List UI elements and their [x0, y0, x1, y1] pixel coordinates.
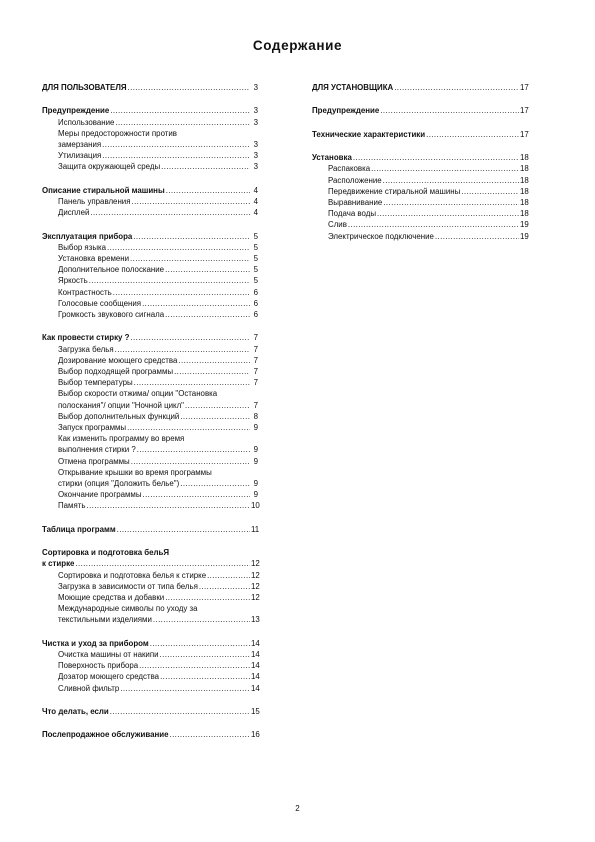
toc-entry[interactable]	[42, 366, 258, 377]
toc-page-number: 3	[253, 140, 258, 149]
dot-leader	[102, 139, 250, 150]
dot-leader	[127, 422, 250, 433]
toc-entry-title: Расположение	[328, 175, 382, 185]
dot-leader	[394, 82, 519, 93]
toc-entry[interactable]	[42, 355, 258, 366]
toc-column-user	[42, 82, 258, 753]
toc-page-number: 14	[251, 650, 260, 660]
toc-entry[interactable]	[42, 150, 258, 161]
toc-entry[interactable]	[42, 196, 258, 207]
dot-leader	[353, 152, 519, 163]
dot-leader	[160, 671, 250, 682]
toc-entry[interactable]	[42, 411, 258, 422]
dot-leader	[132, 196, 251, 207]
toc-entry-title: Контрастность	[58, 287, 112, 297]
toc-entry-line: Как изменить программу во время	[58, 434, 185, 444]
toc-page-number: 6	[253, 298, 258, 308]
toc-page-number: 3	[253, 83, 258, 92]
toc-section	[42, 524, 258, 535]
toc-page-number: 5	[253, 254, 258, 263]
toc-section	[42, 105, 258, 172]
toc-page-number: 17	[520, 129, 529, 139]
toc-entry[interactable]	[42, 298, 258, 309]
toc-entry-title: ДЛЯ ПОЛЬЗОВАТЕЛЯ	[42, 83, 127, 92]
toc-page-number: 18	[520, 164, 529, 174]
toc-section	[42, 547, 258, 625]
toc-entry[interactable]	[42, 242, 258, 253]
toc-page-number: 19	[520, 220, 529, 230]
toc-entry-title: Голосовые сообщения	[58, 298, 142, 308]
page-title: Содержание	[252, 38, 343, 53]
toc-heading[interactable]	[42, 706, 258, 717]
page-number: 2	[295, 804, 300, 813]
toc-entry-title: Технические характеристики	[312, 129, 426, 139]
toc-section	[42, 82, 258, 93]
dot-leader	[117, 524, 250, 535]
toc-heading[interactable]	[312, 82, 527, 93]
toc-heading[interactable]	[42, 729, 258, 740]
toc-entry-title: Выбор дополнительных функций	[58, 411, 180, 421]
toc-entry-title: Выравнивание	[328, 197, 383, 207]
toc-entry-title: Выбор температуры	[58, 378, 133, 388]
dot-leader	[110, 105, 250, 116]
dot-leader	[185, 400, 250, 411]
toc-page-number: 4	[253, 185, 258, 195]
toc-entry[interactable]	[42, 422, 258, 433]
toc-entry-title: Моющие средства и добавки	[58, 593, 165, 603]
toc-entry-line: Открывание крышки во время программы	[58, 467, 212, 477]
toc-entry[interactable]	[42, 500, 258, 511]
dot-leader	[102, 150, 250, 161]
dot-leader	[174, 366, 250, 377]
toc-heading[interactable]	[42, 105, 258, 116]
toc-page-number: 7	[253, 378, 258, 388]
toc-entry-title: Таблица программ	[42, 524, 116, 534]
toc-entry[interactable]	[42, 660, 258, 671]
toc-entry[interactable]	[42, 592, 258, 603]
toc-section	[312, 152, 527, 242]
toc-page-number: 11	[251, 524, 260, 534]
toc-section	[42, 638, 258, 694]
toc-page-number: 4	[253, 197, 258, 206]
toc-entry-title: ДЛЯ УСТАНОВЩИКА	[312, 83, 394, 92]
toc-heading[interactable]	[42, 185, 258, 196]
toc-entry-title: текстильными изделиями	[58, 615, 152, 625]
toc-entry-title: Отмена программы	[58, 456, 130, 466]
toc-heading[interactable]	[42, 524, 258, 535]
toc-page-number: 19	[520, 231, 529, 241]
dot-leader	[207, 570, 250, 581]
toc-entry[interactable]	[312, 231, 527, 242]
toc-section	[42, 185, 258, 219]
toc-page-number: 12	[251, 559, 260, 569]
dot-leader	[166, 185, 250, 196]
toc-entry-title: полоскания"/ опции "Ночной цикл"	[58, 400, 184, 410]
toc-entry[interactable]	[42, 683, 258, 694]
toc-page-number: 9	[253, 423, 258, 433]
toc-entry-title: Утилизация	[58, 151, 102, 161]
toc-entry-title: Чистка и уход за прибором	[42, 638, 149, 648]
dot-leader	[178, 355, 250, 366]
toc-section	[42, 706, 258, 717]
toc-entry[interactable]	[312, 197, 527, 208]
toc-entry-title: Сортировка и подготовка белья к стирке	[58, 570, 207, 580]
dot-leader	[165, 309, 250, 320]
toc-column-installer	[312, 82, 527, 254]
dot-leader	[115, 344, 250, 355]
dot-leader	[160, 649, 250, 660]
toc-entry-title: Предупреждение	[312, 106, 380, 116]
toc-section	[312, 82, 527, 93]
toc-entry[interactable]	[42, 581, 258, 592]
dot-leader	[383, 175, 519, 186]
toc-heading[interactable]	[312, 152, 527, 163]
toc-entry-title: Подача воды	[328, 209, 376, 219]
toc-entry-title: Панель управления	[58, 197, 131, 206]
toc-page-number: 4	[253, 208, 258, 218]
toc-page-number: 9	[253, 456, 258, 466]
dot-leader	[133, 231, 250, 242]
toc-page-number: 3	[253, 106, 258, 116]
toc-page-number: 18	[520, 153, 529, 163]
toc-entry[interactable]	[42, 444, 258, 455]
toc-page-number: 18	[520, 197, 529, 207]
toc-heading[interactable]	[312, 105, 527, 116]
toc-page-number: 18	[520, 186, 529, 196]
dot-leader	[161, 161, 250, 172]
toc-entry[interactable]	[42, 344, 258, 355]
dot-leader	[377, 208, 519, 219]
toc-section	[312, 105, 527, 116]
toc-page-number: 8	[253, 411, 258, 421]
toc-page-number: 9	[253, 490, 258, 500]
toc-entry-title: Дозатор моющего средства	[58, 672, 160, 682]
dot-leader	[435, 231, 519, 242]
toc-entry[interactable]	[42, 671, 258, 682]
toc-entry-title: Выбор языка	[58, 242, 106, 252]
toc-entry[interactable]	[42, 489, 258, 500]
toc-entry-title: Память	[58, 501, 86, 511]
toc-entry[interactable]	[42, 253, 258, 264]
dot-leader	[150, 638, 250, 649]
dot-leader	[75, 558, 250, 569]
toc-page-number: 6	[253, 310, 258, 320]
toc-page-number: 17	[520, 83, 529, 92]
toc-entry[interactable]	[42, 400, 258, 411]
toc-page-number: 5	[253, 231, 258, 241]
dot-leader	[180, 478, 250, 489]
dot-leader	[380, 105, 519, 116]
toc-page-number: 12	[251, 593, 260, 603]
toc-section	[42, 332, 258, 511]
toc-entry-title: Выбор подходящей программы	[58, 367, 174, 377]
toc-page-number: 14	[251, 661, 260, 671]
dot-leader	[89, 275, 250, 286]
dot-leader	[165, 264, 250, 275]
toc-page-number: 10	[251, 501, 260, 511]
toc-entry-title: Установка времени	[58, 254, 130, 263]
toc-entry-title: замерзания	[58, 140, 102, 149]
toc-entry-title: Запуск программы	[58, 423, 127, 433]
dot-leader	[348, 219, 519, 230]
toc-entry[interactable]	[312, 186, 527, 197]
toc-entry[interactable]	[42, 287, 258, 298]
toc-page-number: 13	[251, 615, 260, 625]
toc-heading-line: Сортировка и подготовка бельЯ	[42, 548, 170, 558]
toc-entry-title: Как провести стирку ?	[42, 333, 130, 343]
toc-page-number: 18	[520, 175, 529, 185]
toc-entry-title: к стирке	[42, 559, 75, 569]
toc-page-number: 5	[253, 265, 258, 275]
toc-entry[interactable]	[42, 456, 258, 467]
toc-entry[interactable]	[42, 478, 258, 489]
toc-entry[interactable]	[42, 161, 258, 172]
toc-page-number: 6	[253, 287, 258, 297]
toc-page-number: 9	[253, 445, 258, 455]
toc-page-number: 7	[253, 344, 258, 354]
toc-heading[interactable]	[42, 638, 258, 649]
dot-leader	[180, 411, 250, 422]
toc-entry-title: выполнения стирки ?	[58, 445, 136, 455]
toc-heading[interactable]	[42, 332, 258, 343]
toc-entry-title: Послепродажное обслуживание	[42, 730, 169, 740]
toc-heading[interactable]	[42, 558, 258, 569]
dot-leader	[371, 163, 519, 174]
toc-entry[interactable]	[42, 570, 258, 581]
dot-leader	[153, 614, 250, 625]
toc-page-number: 18	[520, 209, 529, 219]
toc-page-number: 7	[253, 367, 258, 377]
toc-entry-title: Поверхность прибора	[58, 661, 139, 671]
dot-leader	[107, 242, 250, 253]
toc-page-number: 12	[251, 581, 260, 591]
dot-leader	[199, 581, 250, 592]
dot-leader	[383, 197, 519, 208]
dot-leader	[128, 82, 250, 93]
dot-leader	[134, 377, 250, 388]
toc-page-number: 5	[253, 242, 258, 252]
toc-page-number: 3	[253, 151, 258, 161]
toc-entry-title: Яркость	[58, 276, 88, 286]
toc-page-number: 14	[251, 672, 260, 682]
toc-entry[interactable]	[42, 649, 258, 660]
dot-leader	[110, 706, 250, 717]
toc-entry[interactable]	[312, 219, 527, 230]
toc-page-number: 3	[253, 162, 258, 172]
toc-entry-title: Электрическое подключение	[328, 231, 434, 241]
toc-entry-title: Описание стиральной машины	[42, 185, 165, 195]
toc-page-number: 16	[251, 730, 260, 740]
dot-leader	[120, 683, 250, 694]
dot-leader	[143, 489, 251, 500]
toc-entry-title: Что делать, если	[42, 707, 109, 717]
toc-page-number: 14	[251, 683, 260, 693]
toc-entry-title: Загрузка в зависимости от типа белья	[58, 581, 198, 591]
toc-entry-title: Слив	[328, 220, 347, 230]
toc-entry-line: Международные символы по уходу за	[58, 604, 198, 614]
dot-leader	[170, 729, 251, 740]
toc-entry-title: Передвижение стиральной машины	[328, 186, 461, 196]
toc-entry-title: Очистка машины от накипи	[58, 650, 159, 660]
toc-entry[interactable]	[42, 264, 258, 275]
dot-leader	[90, 207, 250, 218]
toc-entry[interactable]	[312, 163, 527, 174]
toc-page-number: 7	[253, 355, 258, 365]
dot-leader	[139, 660, 250, 671]
dot-leader	[113, 287, 250, 298]
toc-entry[interactable]	[42, 117, 258, 128]
toc-entry-title: Загрузка белья	[58, 344, 114, 354]
dot-leader	[131, 456, 250, 467]
toc-section	[42, 231, 258, 321]
dot-leader	[461, 186, 519, 197]
toc-page-number: 17	[520, 106, 529, 116]
toc-entry[interactable]	[42, 139, 258, 150]
toc-section	[312, 129, 527, 140]
dot-leader	[137, 444, 250, 455]
toc-entry-title: Распаковка	[328, 164, 371, 174]
toc-entry-title: Дополнительное полоскание	[58, 265, 165, 275]
toc-entry-title: Использование	[58, 117, 115, 127]
dot-leader	[142, 298, 250, 309]
toc-entry-title: Окончание программы	[58, 490, 142, 500]
toc-heading[interactable]	[312, 129, 527, 140]
toc-entry-title: Дисплей	[58, 208, 90, 218]
toc-heading[interactable]	[42, 82, 258, 93]
toc-entry[interactable]	[42, 377, 258, 388]
toc-entry-title: Громкость звукового сигнала	[58, 310, 165, 320]
toc-entry-title: Сливной фильтр	[58, 683, 120, 693]
toc-entry[interactable]	[312, 208, 527, 219]
toc-entry-line: Меры предосторожности против	[58, 128, 177, 138]
dot-leader	[86, 500, 250, 511]
toc-entry[interactable]	[42, 275, 258, 286]
dot-leader	[426, 129, 519, 140]
toc-page-number: 9	[253, 479, 258, 489]
toc-entry[interactable]	[42, 309, 258, 320]
toc-section	[42, 729, 258, 740]
toc-entry[interactable]	[42, 207, 258, 218]
dot-leader	[130, 332, 250, 343]
toc-page-number: 5	[253, 276, 258, 286]
toc-entry-title: стирки (опция "Доложить белье")	[58, 479, 180, 489]
toc-entry-title: Установка	[312, 153, 352, 163]
toc-page-number: 7	[253, 400, 258, 410]
toc-entry[interactable]	[42, 614, 258, 625]
toc-entry-title: Предупреждение	[42, 106, 110, 116]
toc-page-number: 7	[253, 333, 258, 343]
toc-entry-title: Защита окружающей среды	[58, 162, 161, 172]
dot-leader	[130, 253, 250, 264]
dot-leader	[165, 592, 250, 603]
dot-leader	[115, 117, 250, 128]
toc-entry[interactable]	[312, 175, 527, 186]
toc-page-number: 3	[253, 117, 258, 127]
toc-page-number: 15	[251, 707, 260, 717]
toc-entry-title: Эксплуатация прибора	[42, 231, 133, 241]
toc-entry-title: Дозирование моющего средства	[58, 355, 178, 365]
toc-page-number: 12	[251, 570, 260, 580]
toc-page-number: 14	[251, 638, 260, 648]
toc-entry-line: Выбор скорости отжима/ опции "Остановка	[58, 389, 218, 399]
toc-heading[interactable]	[42, 231, 258, 242]
